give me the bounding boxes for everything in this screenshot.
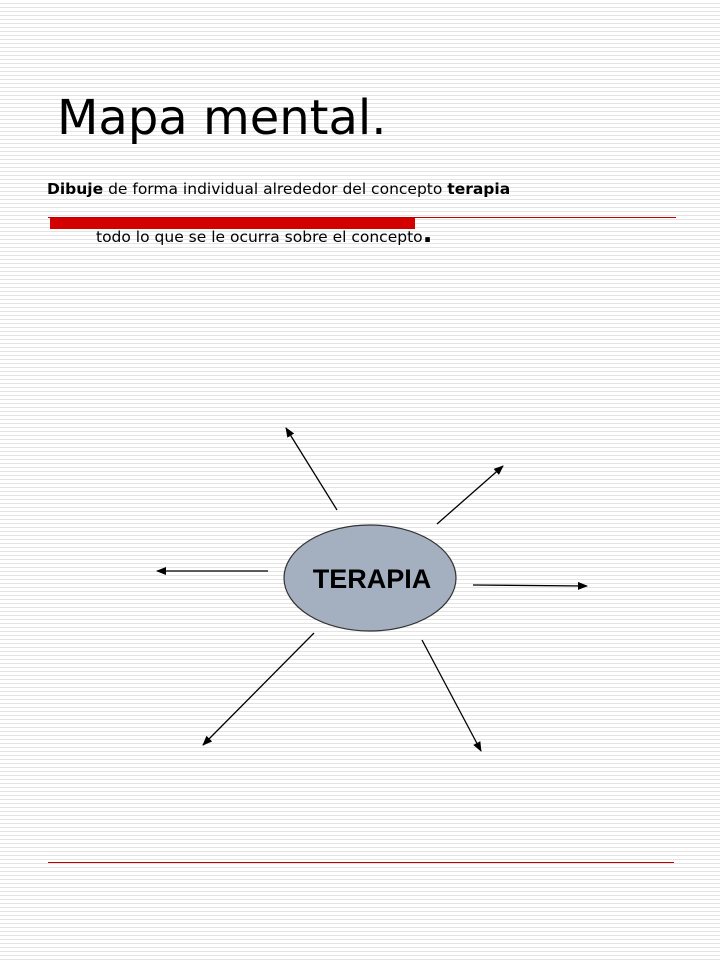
arrow-right bbox=[473, 585, 587, 586]
central-concept-label: TERAPIA bbox=[312, 564, 432, 594]
instruction-bold-lead: Dibuje bbox=[47, 180, 104, 198]
arrow-down-right bbox=[422, 640, 481, 751]
instruction-period: . bbox=[422, 219, 433, 249]
instruction-line-2-text: todo lo que se le ocurra sobre el concepto bbox=[96, 228, 423, 246]
arrow-up-right bbox=[437, 466, 503, 524]
instruction-text: de forma individual alrededor del concepto bbox=[103, 180, 448, 198]
slide-title: Mapa mental. bbox=[57, 90, 387, 146]
bottom-divider-line bbox=[48, 862, 674, 863]
arrow-down-left bbox=[203, 633, 314, 745]
instruction-keyword: terapia bbox=[447, 180, 511, 198]
arrow-up-left bbox=[286, 428, 337, 510]
